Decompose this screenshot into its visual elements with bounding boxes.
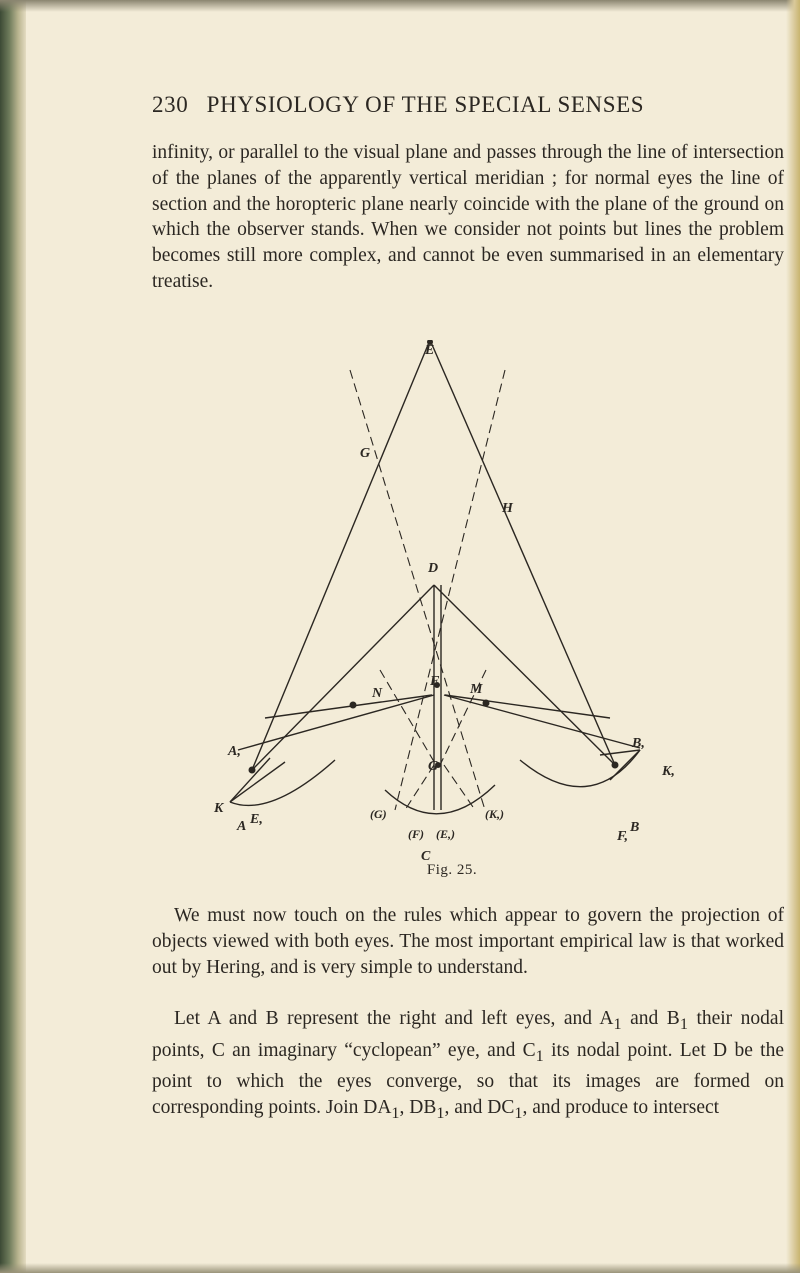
label-f: F bbox=[430, 674, 440, 689]
point-b1 bbox=[612, 762, 619, 769]
bottom-page-edge bbox=[0, 1263, 800, 1273]
subscript: 1 bbox=[613, 1014, 622, 1033]
paragraph-3-text: , and DC bbox=[444, 1097, 515, 1119]
point-n bbox=[350, 702, 357, 709]
left-eye-line bbox=[230, 758, 270, 802]
label-k: K bbox=[214, 801, 224, 816]
label-e1: E, bbox=[250, 812, 263, 827]
left-eye-line-2 bbox=[230, 762, 285, 802]
line-d-to-b1 bbox=[434, 585, 615, 765]
label-e1-paren: (E,) bbox=[436, 827, 455, 841]
diagram-lines bbox=[230, 340, 640, 814]
line-k-to-g bbox=[238, 695, 434, 750]
paragraph-2: We must now touch on the rules which appear to govern the projection of objects viewed with both eyes. The most important empirical law is that worked out by Hering, and is very simple to understand. bbox=[152, 905, 784, 978]
label-b1: B, bbox=[632, 736, 645, 751]
paragraph-3-text: Let A and B represent the right and left eyes, and A bbox=[174, 1008, 614, 1029]
label-g-paren: (G) bbox=[370, 807, 387, 821]
right-page-edge bbox=[786, 0, 800, 1273]
dashed-n-to-f bbox=[380, 670, 436, 765]
subscript: 1 bbox=[535, 1046, 544, 1065]
dashed-lines bbox=[350, 370, 505, 810]
label-e-top: E bbox=[425, 343, 435, 358]
line-m-to-g bbox=[445, 695, 610, 718]
line-d-to-a1 bbox=[252, 585, 434, 770]
paragraph-3-text: their nodal points, C an imaginary “cyclopean” eye, and C bbox=[152, 1008, 784, 1061]
book-binding-edge bbox=[0, 0, 26, 1273]
label-a1: A, bbox=[228, 744, 241, 759]
label-a: A bbox=[237, 819, 247, 834]
top-page-shadow bbox=[0, 0, 800, 12]
label-f1: F, bbox=[617, 829, 629, 844]
label-n: N bbox=[372, 686, 383, 701]
label-h: H bbox=[502, 501, 513, 516]
label-g: G bbox=[360, 446, 371, 461]
label-f-paren: (F) bbox=[408, 827, 424, 841]
line-n-to-g bbox=[265, 695, 432, 718]
running-title: PHYSIOLOGY OF THE SPECIAL SENSES bbox=[206, 92, 645, 117]
label-b: B bbox=[630, 820, 640, 835]
label-k1-paren: (K,) bbox=[485, 807, 504, 821]
subscript: 1 bbox=[436, 1104, 445, 1123]
figure-25 bbox=[200, 340, 700, 880]
dashed-bottom-right bbox=[444, 765, 475, 810]
paragraph-3-text: and B bbox=[621, 1008, 680, 1029]
diagram-labels bbox=[213, 343, 675, 864]
point-a1 bbox=[249, 767, 256, 774]
paragraph-3-text: , DB bbox=[399, 1097, 437, 1119]
label-c: C bbox=[421, 849, 431, 864]
dashed-h-to-g-paren bbox=[395, 370, 505, 810]
page-number: 230 bbox=[152, 92, 189, 117]
line-e-to-a1 bbox=[252, 340, 430, 770]
label-d: D bbox=[428, 561, 439, 576]
dashed-g-to-k1 bbox=[350, 370, 485, 810]
subscript: 1 bbox=[514, 1104, 523, 1123]
running-header bbox=[152, 92, 712, 118]
line-k1-to-g bbox=[444, 695, 640, 748]
line-e-to-b1 bbox=[430, 340, 615, 765]
left-eye-arc bbox=[230, 760, 335, 805]
paragraph-3-text: , and produce to intersect bbox=[522, 1097, 720, 1119]
subscript: 1 bbox=[391, 1104, 400, 1123]
subscript: 1 bbox=[679, 1014, 688, 1033]
label-k1: K, bbox=[662, 764, 675, 779]
point-m bbox=[483, 700, 490, 707]
horopter-diagram bbox=[200, 340, 700, 880]
paragraph-1: infinity, or parallel to the visual plane and passes through the line of intersection of the planes of the apparently vertical meridian ; for normal eyes the line of section and the horopteric plane nearly coincide with the plane of the ground on which the observer stands. When we consider not points but lines the problem becomes still more complex, and cannot be even summarised in an elementary treatise. bbox=[152, 142, 784, 292]
figure-caption: Fig. 25. bbox=[426, 862, 478, 878]
paragraph-3 bbox=[152, 1006, 784, 1127]
paragraph-3-text: its nodal point. Let D be the point to which the eyes converge, so that its images are formed on corresponding points. Join DA bbox=[152, 1039, 784, 1119]
label-m: M bbox=[470, 682, 483, 697]
label-g-center: G bbox=[428, 759, 439, 774]
